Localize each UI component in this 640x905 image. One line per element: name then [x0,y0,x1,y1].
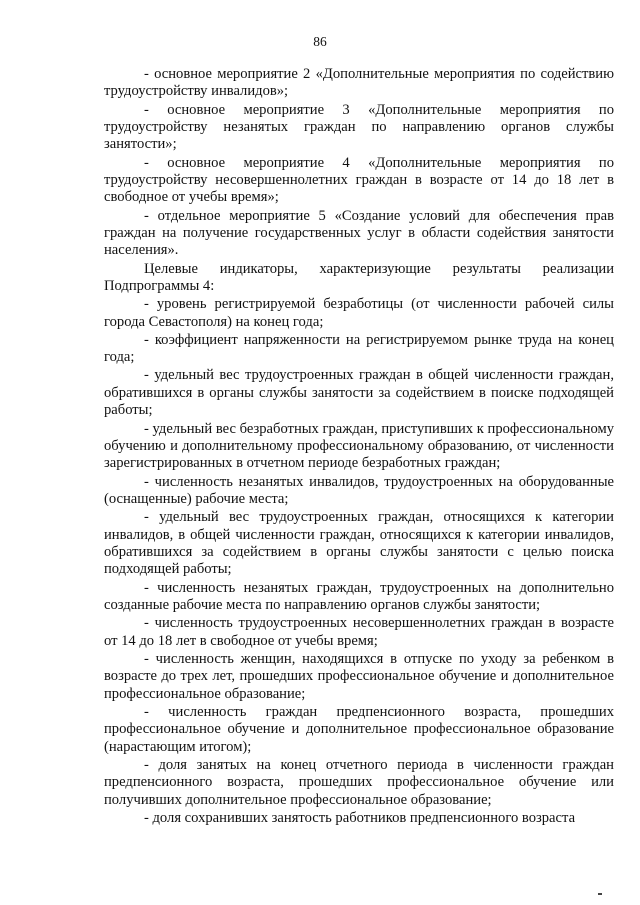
paragraph-indicator-prepension-training: - численность граждан предпенсионного возраста, прошедших профессиональное обучение и дополнительное профессиональное образование (нарастающим итогом); [104,703,614,755]
page-number: 86 [313,34,327,49]
paragraph-target-indicators-intro: Целевые индикаторы, характеризующие результаты реализации Подпрограммы 4: [104,260,614,295]
paragraph-indicator-additional-jobs: - численность незанятых граждан, трудоустроенных на дополнительно созданные рабочие места по направлению органов службы занятости; [104,579,614,613]
paragraph-indicator-minors-employed: - численность трудоустроенных несовершеннолетних граждан в возрасте от 14 до 18 лет в свободное от учебы время; [104,615,614,649]
paragraph-activity-5: - отдельное мероприятие 5 «Создание условий для обеспечения прав граждан на получение государственных услуг в области содействия занятости населения». [104,207,614,259]
paragraph-activity-4: - основное мероприятие 4 «Дополнительные мероприятия по трудоустройству несовершеннолетних граждан в возрасте от 14 до 18 лет в свободное от учебы время»; [104,154,614,206]
scan-artifact-mark [598,893,602,895]
paragraph-indicator-prepension-retained: - доля сохранивших занятость работников предпенсионного возраста [144,809,576,826]
paragraph-indicator-unemployment-level: - уровень регистрируемой безработицы (от численности рабочей силы города Севастополя) на конец года; [104,296,614,330]
paragraph-indicator-tension-coefficient: - коэффициент напряженности на регистрируемом рынке труда на конец года; [104,331,614,366]
paragraph-activity-2: - основное мероприятие 2 «Дополнительные мероприятия по содействию трудоустройству инвалидов»; [104,66,614,100]
paragraph-indicator-disabled-employed-share: - удельный вес трудоустроенных граждан, относящихся к категории инвалидов, в общей численности граждан, относящихся к категории инвалидов, обратившихся за содействием в органы службы занятости с целью поиска подходящей работы; [104,509,614,578]
paragraph-indicator-disabled-equipped-places: - численность незанятых инвалидов, трудоустроенных на оборудованные (оснащенные) рабочие места; [104,473,614,507]
paragraph-indicator-employed-share: - удельный вес трудоустроенных граждан в общей численности граждан, обратившихся в органы службы занятости за содействием в поиске подходящей работы; [104,367,614,419]
paragraph-indicator-unemployed-training: - удельный вес безработных граждан, приступивших к профессиональному обучению и дополнительному профессиональному образованию, от численности зарегистрированных в отчетном периоде безработных граждан; [104,420,614,472]
document-body [104,66,614,827]
paragraph-indicator-women-parental-leave: - численность женщин, находящихся в отпуске по уходу за ребенком в возрасте до трех лет, прошедших профессиональное обучение и дополнительное профессиональное образование; [104,650,614,702]
paragraph-indicator-prepension-employed-share: - доля занятых на конец отчетного периода в численности граждан предпенсионного возраста, прошедших профессиональное обучение или получивших дополнительное профессиональное образование; [104,756,614,808]
paragraph-activity-3: - основное мероприятие 3 «Дополнительные мероприятия по трудоустройству незанятых граждан по направлению органов службы занятости»; [104,101,614,153]
